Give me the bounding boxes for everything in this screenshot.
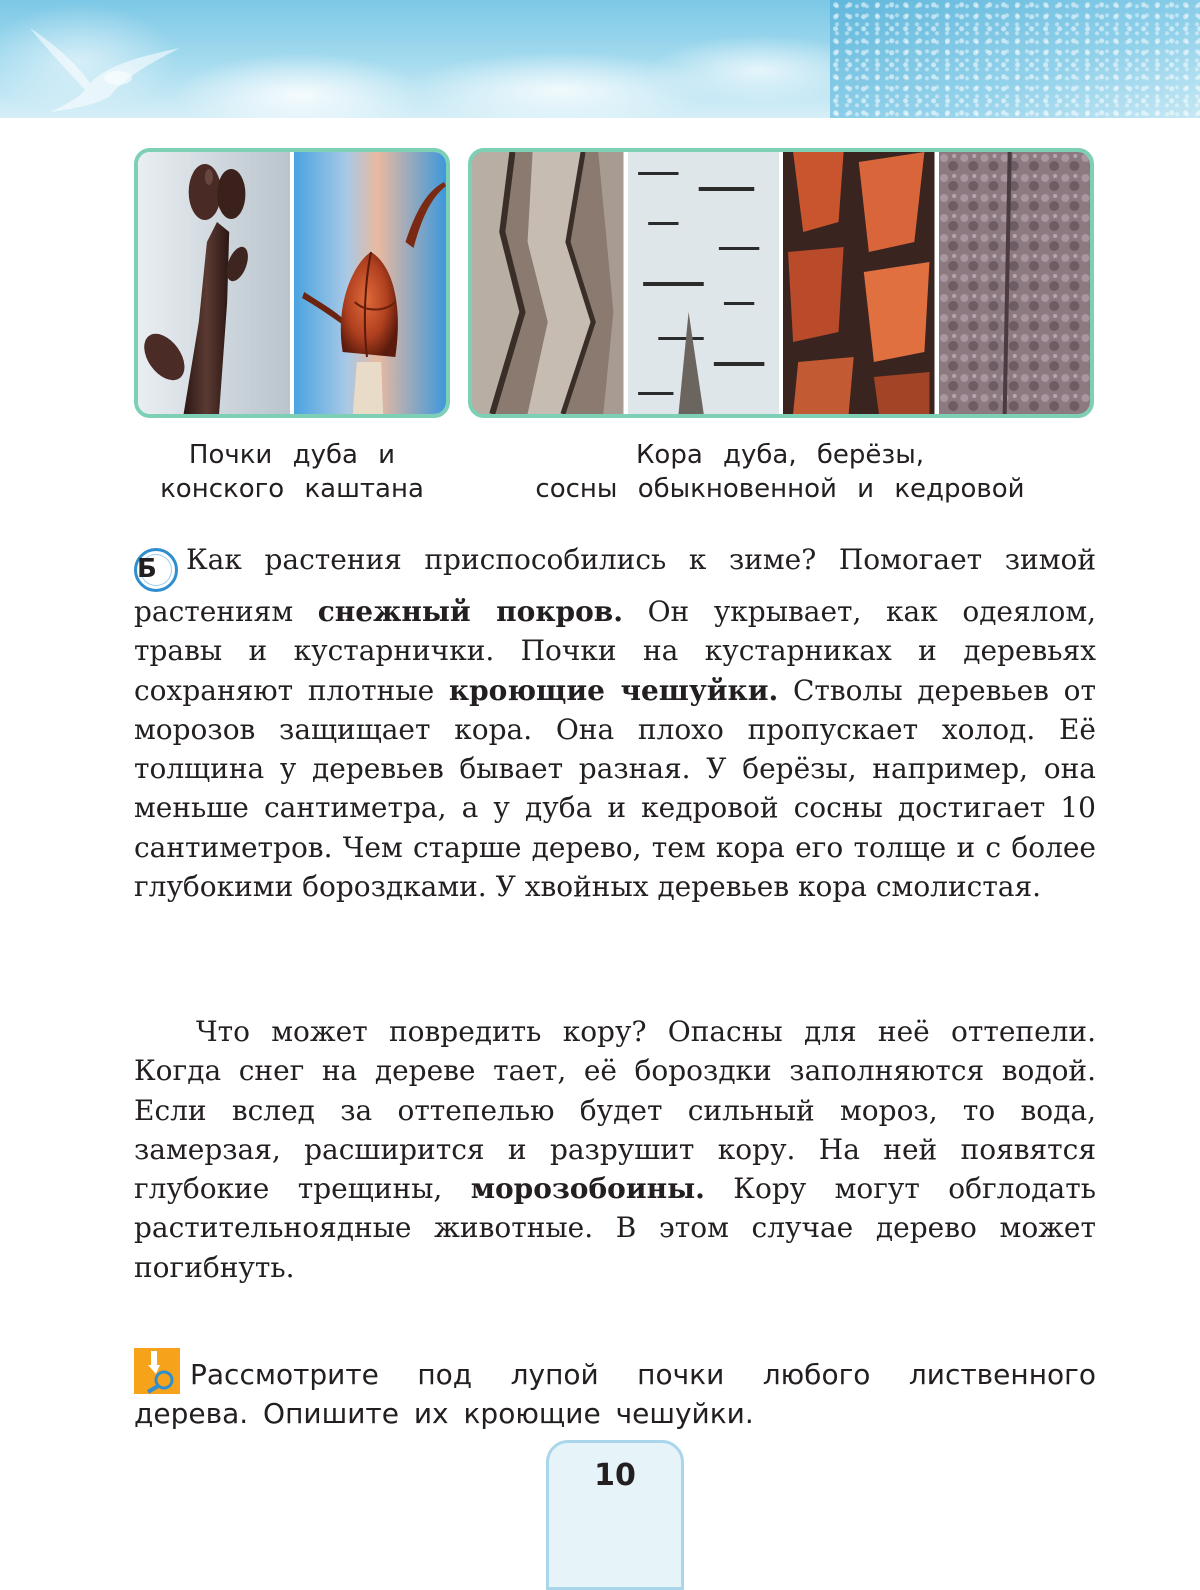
section-b-paragraph-2 [134,1012,1096,1287]
oak-bud-photo [138,152,290,414]
frost-icon [830,0,1200,118]
p2-text-1: Что может повредить кору? Опасны для неё оттепели. Когда снег на дереве тает, её бороздки заполняются водой. Если вслед за оттепелью будет сильный мороз, то вода, замерзая, расширится и разрушит кору. На ней появятся глубокие трещины, [134,1015,1096,1206]
p1-text-2: Он укрывает, как одеялом, травы и кустарнички. Почки на кустарниках и деревьях сохраняют плотные [134,595,1096,707]
term-frost-cracks: морозобоины. [470,1172,705,1206]
page-number: 10 [594,1458,636,1493]
bark-photo-frame [468,148,1094,418]
p1-text-3: Стволы деревьев от морозов защищает кора. Она плохо пропускает холод. Её толщина у деревьев бывает разная. У берёзы, например, она меньше сантиметра, а у дуба и кедровой сосны достигает 10 сантиметров. Чем старше дерево, тем кора его толще и с более глубокими бороздками. У хвойных деревьев кора смолистая. [134,673,1096,904]
pine-bark-photo [783,152,935,414]
term-snow-cover: снежный покров. [317,595,623,628]
buds-caption-line2: конского каштана [160,474,424,504]
bark-caption [450,438,1110,506]
buds-caption [134,438,450,506]
cedar-bark-photo [939,152,1091,414]
task-text: Рассмотрите под лупой почки любого лиственного дерева. Опишите их кроющие чешуйки. [134,1358,1096,1431]
bark-caption-line2: сосны обыкновенной и кедровой [535,474,1025,504]
magnifier-task-icon [134,1348,180,1394]
term-bud-scales: кроющие чешуйки. [448,673,779,707]
p1-text-1: Как растения приспособились к зиме? Помогает зимой растениям [134,543,1096,628]
buds-caption-line1: Почки дуба и [188,440,396,470]
chestnut-bud-photo [294,152,446,414]
bird-icon [10,8,190,116]
bark-caption-line1: Кора дуба, берёзы, [635,440,925,470]
header-banner [0,0,1200,118]
page-number-tab [546,1440,684,1590]
p2-text-2: Кору могут обглодать растительноядные животные. В этом случае дерево может погибнуть. [134,1172,1096,1284]
section-b-paragraph-1 [134,540,1096,906]
oak-bark-photo [472,152,624,414]
section-marker: Б [134,548,178,592]
buds-photo-frame [134,148,450,418]
task-paragraph [134,1348,1096,1434]
birch-bark-photo [628,152,780,414]
